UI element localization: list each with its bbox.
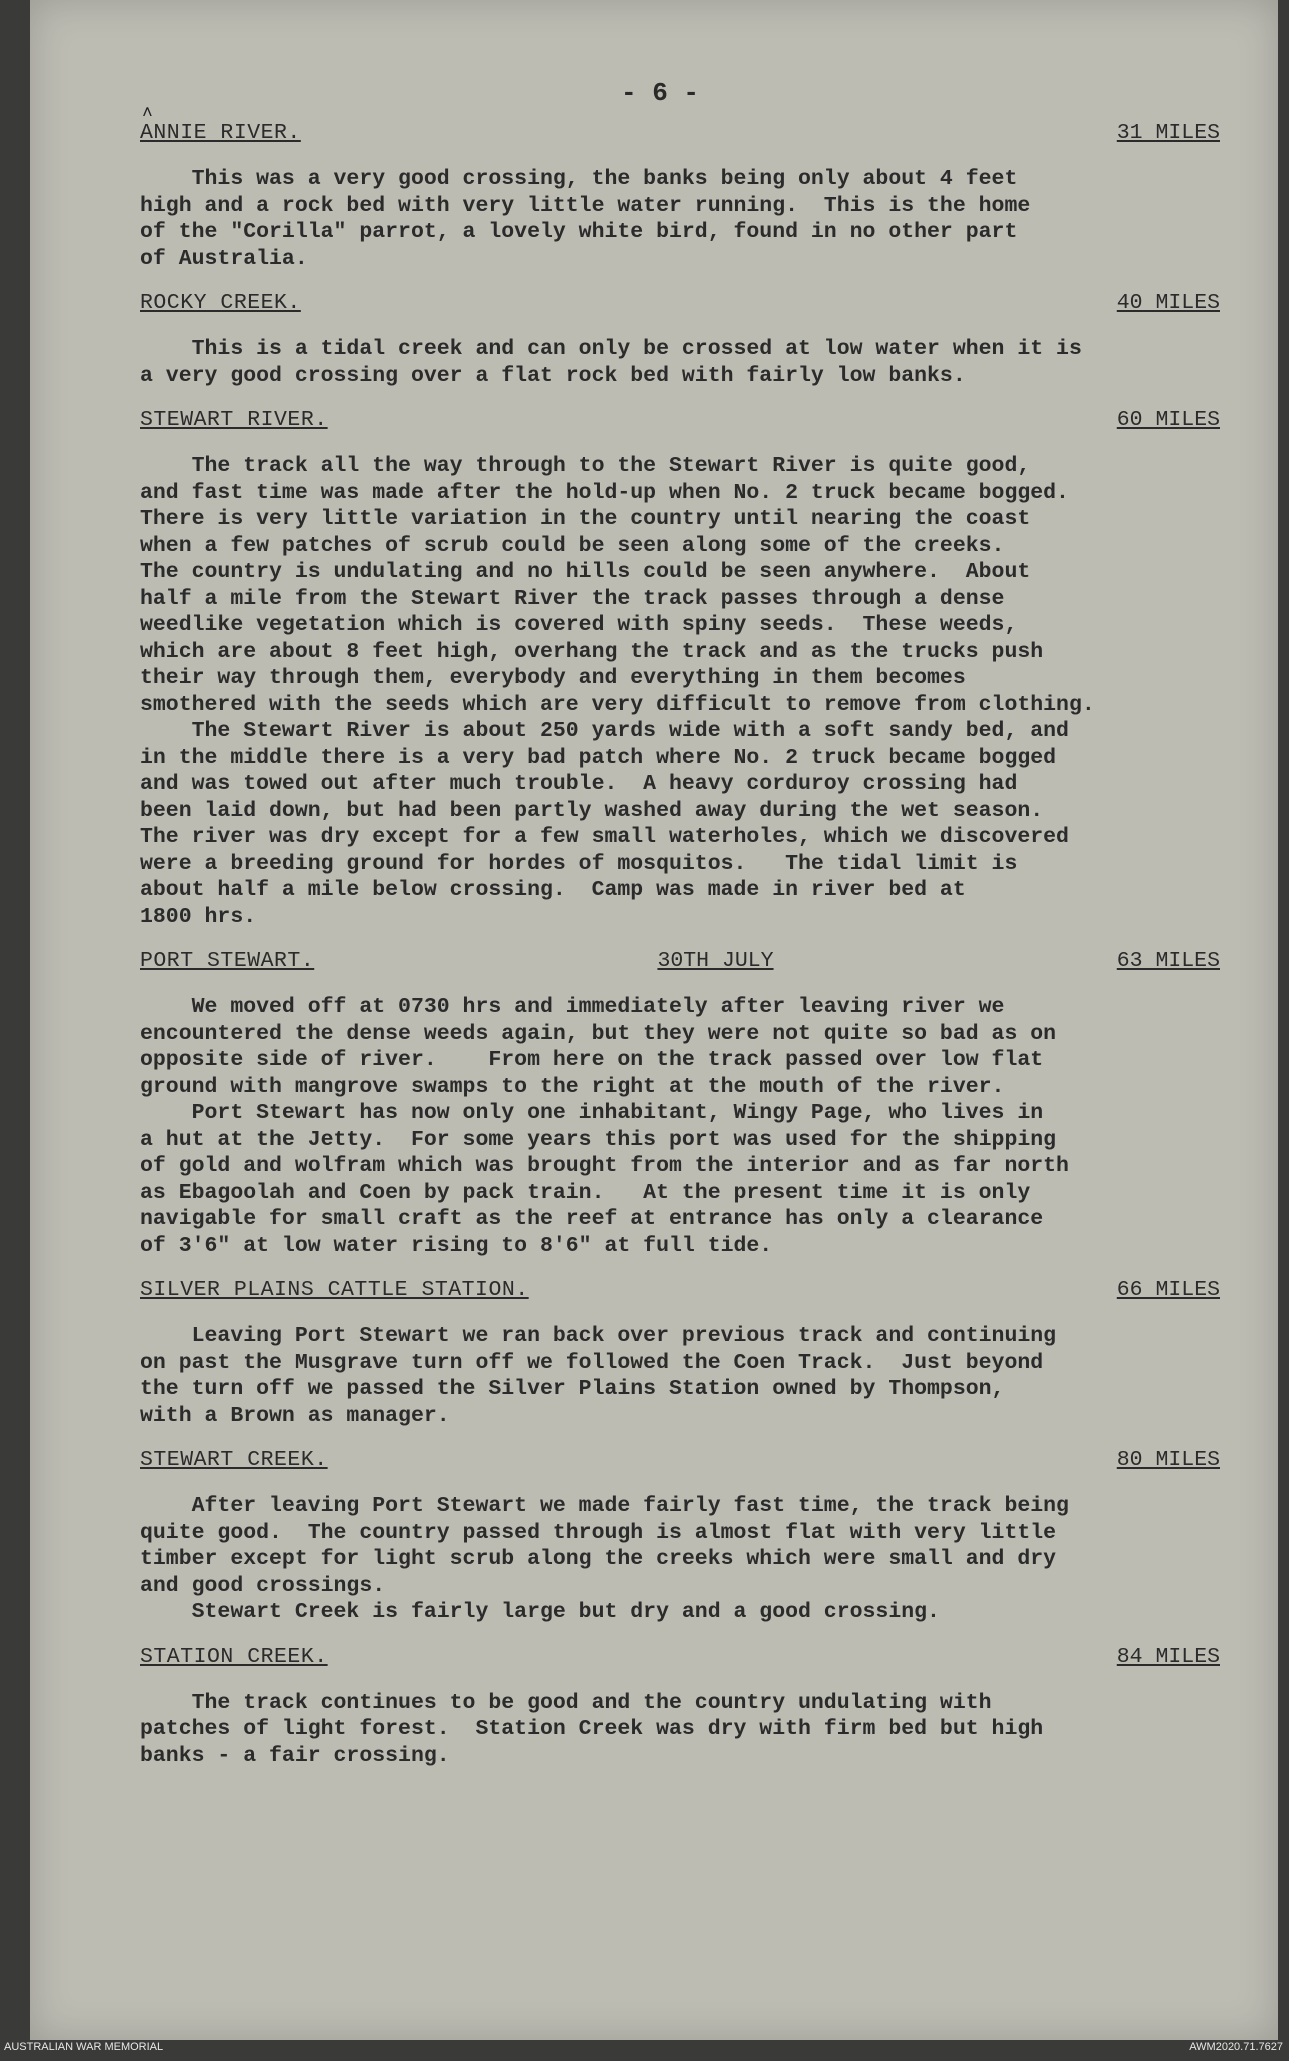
- section-text: We moved off at 0730 hrs and immediately after leaving river we encountered the dense weeds again, but they were not quite so bad as on opposite side of river. From here on the track passed over low flat ground with mangrove swamps to the right at the mouth of the river. Port Stewart has now only one inhabitant, Wingy Page, who lives in a hut at the Jetty. For some years this port was used for the shipping of gold and wolfram which was brought from the interior and as far north as Ebagoolah and Coen by pack train. At the present time it is only navigable for small craft as the reef at entrance has only a clearance of 3'6" at low water rising to 8'6" at full tide.: [140, 995, 1069, 1258]
- section-miles: 63 MILES: [1116, 949, 1220, 973]
- section-heading: ROCKY CREEK.: [140, 291, 301, 315]
- section-stewart-river: [140, 407, 1220, 930]
- footer-reference: AWM2020.71.7627: [1189, 2041, 1283, 2053]
- section-text: The track continues to be good and the country undulating with patches of light forest. Station Creek was dry with firm bed but high banks - a fair crossing.: [140, 1690, 1044, 1768]
- section-station-creek: [140, 1644, 1220, 1770]
- section-date: 30TH JULY: [657, 949, 774, 973]
- section-miles: 40 MILES: [1116, 291, 1220, 315]
- section-rocky-creek: [140, 290, 1220, 389]
- footer-institution: AUSTRALIAN WAR MEMORIAL: [4, 2041, 164, 2053]
- section-heading: PORT STEWART.: [140, 949, 315, 973]
- pencil-mark-icon: ˄: [142, 104, 153, 124]
- section-annie-river: [140, 120, 1220, 272]
- section-miles: 31 MILES: [1116, 121, 1220, 145]
- section-heading: STATION CREEK.: [140, 1644, 328, 1669]
- section-text: The track all the way through to the Stewart River is quite good, and fast time was made after the hold-up when No. 2 truck became bogged. There is very little variation in the country until nearing the coast when a few patches of scrub could be seen along some of the creeks. The country is undulating and no hills could be seen anywhere. About half a mile from the Stewart River the track passes through a dense weedlike vegetation which is covered with spiny seeds. These weeds, which are about 8 feet high, overhang the track and as the trucks push their way through them, everybody and everything in them becomes smothered with the seeds which are very difficult to remove from clothing. The Stewart River is about 250 yards wide with a soft sandy bed, and in the middle there is a very bad patch where No. 2 truck became bogged and was towed out after much trouble. A heavy corduroy crossing had been laid down, but had been partly washed away during the wet season. The river was dry except for a few small waterholes, which we discovered were a breeding ground for hordes of mosquitos. The tidal limit is about half a mile below crossing. Camp was made in river bed at 1800 hrs.: [140, 454, 1095, 929]
- section-silver-plains: [140, 1277, 1220, 1429]
- section-heading: SILVER PLAINS CATTLE STATION.: [140, 1278, 529, 1302]
- section-heading: STEWART CREEK.: [140, 1448, 328, 1472]
- document-page: [30, 0, 1278, 2040]
- page-number: - 6 -: [620, 78, 699, 108]
- section-miles: 60 MILES: [1116, 408, 1220, 432]
- section-miles: 84 MILES: [1116, 1644, 1220, 1669]
- section-text: After leaving Port Stewart we made fairly fast time, the track being quite good. The country passed through is almost flat with very little timber except for light scrub along the creeks which were small and dry and good crossings. Stewart Creek is fairly large but dry and a good crossing.: [140, 1494, 1069, 1624]
- document-body: [140, 120, 1220, 1787]
- section-miles: 66 MILES: [1116, 1278, 1220, 1302]
- section-text: Leaving Port Stewart we ran back over previous track and continuing on past the Musgrave turn off we followed the Coen Track. Just beyond the turn off we passed the Silver Plains Station owned by Thompson, with a Brown as manager.: [140, 1324, 1057, 1428]
- section-text: This was a very good crossing, the banks being only about 4 feet high and a rock bed with very little water running. This is the home of the "Corilla" parrot, a lovely white bird, found in no other part of Australia.: [140, 167, 1031, 271]
- archive-footer: [0, 2041, 1289, 2057]
- section-stewart-creek: [140, 1447, 1220, 1626]
- section-text: This is a tidal creek and can only be crossed at low water when it is a very good crossing over a flat rock bed with fairly low banks.: [140, 337, 1082, 388]
- section-port-stewart: [140, 948, 1220, 1259]
- section-heading: ANNIE RIVER.: [140, 121, 301, 145]
- section-heading: STEWART RIVER.: [140, 408, 328, 432]
- section-miles: 80 MILES: [1116, 1448, 1220, 1472]
